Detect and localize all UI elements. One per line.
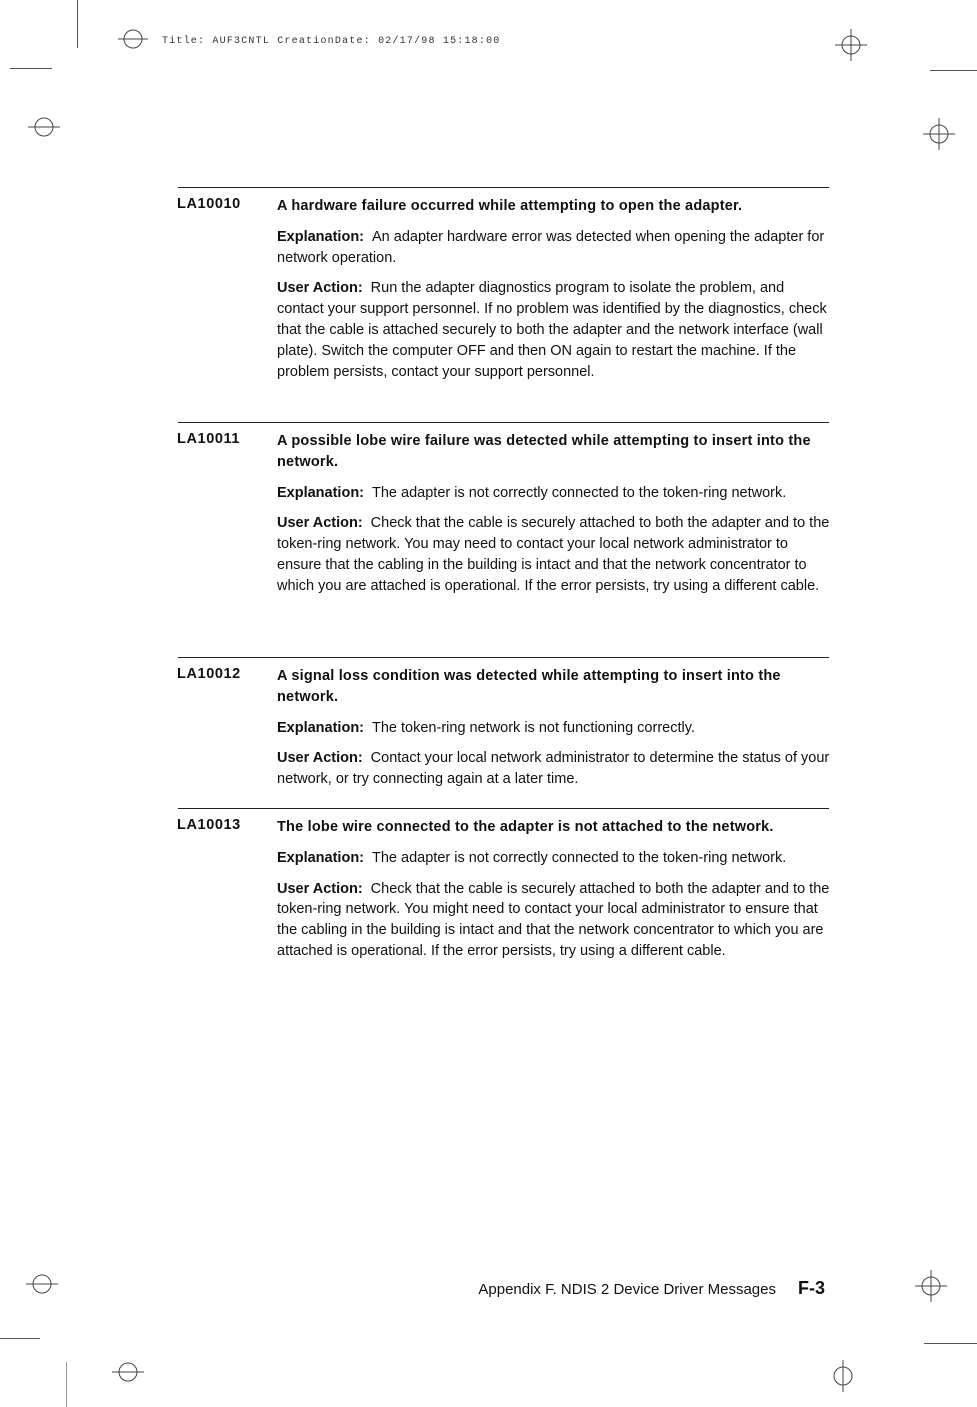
file-header: [162, 36, 500, 47]
user-action-text: Check that the cable is securely attached to both the adapter and to the token-ring network. You may need to contact your local network administrator to ensure that the cabling in the building is intact and that the network concentrator to which you are attached is operational. If the error persists, try using a different cable.: [277, 515, 830, 594]
registration-mark-icon: [826, 1358, 860, 1394]
explanation-paragraph: [277, 848, 830, 869]
registration-mark-icon: [833, 27, 869, 63]
message-title: A possible lobe wire failure was detected while attempting to insert into the network.: [277, 433, 811, 470]
message-body: [277, 666, 830, 800]
message-body: [277, 431, 830, 607]
page-number: F-3: [798, 1278, 825, 1298]
explanation-paragraph: [277, 718, 830, 739]
section-rule: [178, 657, 829, 658]
registration-mark-icon: [913, 1268, 949, 1304]
user-action-label: User Action:: [277, 280, 363, 297]
message-code: LA10012: [177, 666, 241, 682]
explanation-paragraph: [277, 227, 830, 269]
header-title-label: Title:: [162, 36, 206, 47]
user-action-label: User Action:: [277, 880, 363, 897]
message-title: The lobe wire connected to the adapter is not attached to the network.: [277, 819, 774, 835]
explanation-label: Explanation:: [277, 228, 365, 245]
section-rule: [178, 808, 829, 809]
message-title: A signal loss condition was detected while attempting to insert into the network.: [277, 668, 781, 705]
user-action-paragraph: [277, 513, 830, 596]
explanation-paragraph: [277, 483, 830, 504]
user-action-paragraph: [277, 879, 830, 962]
crop-mark: [77, 0, 78, 48]
user-action-paragraph: [277, 748, 830, 790]
registration-mark-icon: [24, 1270, 60, 1298]
registration-mark-icon: [116, 26, 150, 52]
footer-section-title: Appendix F. NDIS 2 Device Driver Messages: [478, 1281, 776, 1298]
user-action-text: Check that the cable is securely attached to both the adapter and to the token-ring network. You might need to contact your local administrator to ensure that the cabling in the building is intact and that the network concentrator to which you are attached is operational. If the error persists, try using a different cable.: [277, 880, 830, 959]
section-rule: [178, 187, 829, 188]
header-date-value: 02/17/98 15:18:00: [378, 36, 501, 47]
user-action-paragraph: [277, 278, 830, 382]
crop-mark: [66, 1362, 67, 1407]
user-action-label: User Action:: [277, 750, 363, 767]
user-action-text: Run the adapter diagnostics program to isolate the problem, and contact your support personnel. If no problem was identified by the diagnostics, check that the cable is attached securely to both the adapter and the network interface (wall plate). Switch the computer OFF and then ON again to restart the machine. If the problem persists, contact your support personnel.: [277, 280, 827, 380]
user-action-label: User Action:: [277, 515, 363, 532]
crop-mark: [924, 1343, 977, 1344]
explanation-text: The adapter is not correctly connected to the token-ring network.: [372, 484, 787, 501]
page-footer: [478, 1278, 825, 1299]
crop-mark: [0, 1338, 40, 1339]
section-rule: [178, 422, 829, 423]
header-date-label: CreationDate:: [277, 36, 371, 47]
explanation-label: Explanation:: [277, 719, 365, 736]
explanation-label: Explanation:: [277, 484, 365, 501]
message-code: LA10013: [177, 817, 241, 833]
message-body: [277, 196, 830, 392]
message-title: A hardware failure occurred while attempting to open the adapter.: [277, 198, 743, 214]
registration-mark-icon: [921, 116, 957, 152]
registration-mark-icon: [110, 1358, 146, 1386]
header-title-value: AUF3CNTL: [212, 36, 271, 47]
message-body: [277, 817, 830, 972]
message-code: LA10010: [177, 196, 241, 212]
crop-mark: [930, 70, 977, 71]
crop-mark: [10, 68, 52, 69]
explanation-text: The adapter is not correctly connected to the token-ring network.: [372, 849, 787, 866]
registration-mark-icon: [26, 113, 62, 141]
message-code: LA10011: [177, 431, 241, 447]
explanation-label: Explanation:: [277, 849, 365, 866]
explanation-text: The token-ring network is not functioning correctly.: [372, 719, 695, 736]
explanation-text: An adapter hardware error was detected when opening the adapter for network operation.: [277, 228, 825, 266]
user-action-text: Contact your local network administrator to determine the status of your network, or try connecting again at a later time.: [277, 750, 830, 788]
